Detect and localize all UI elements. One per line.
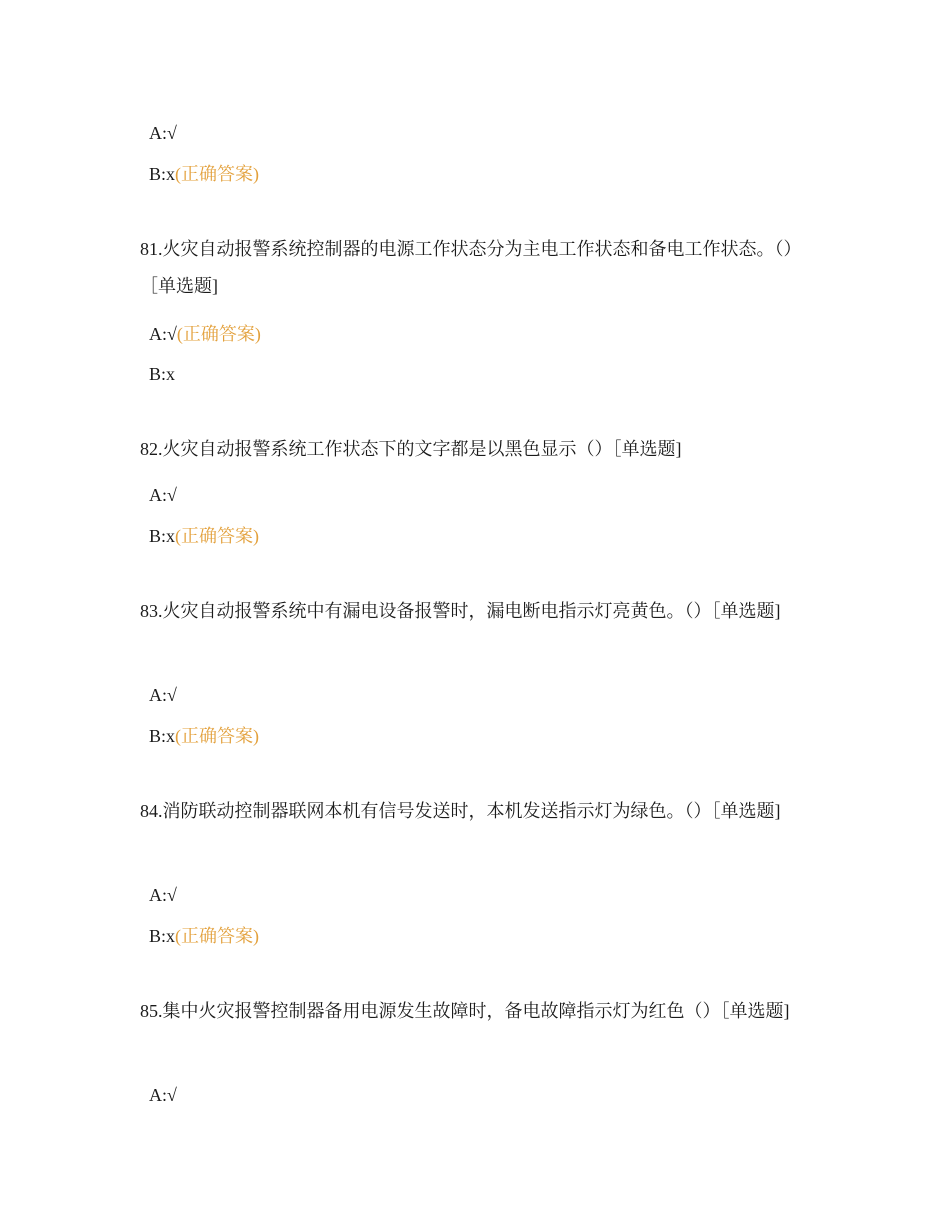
option-b [149, 364, 175, 384]
option-label: B:x [149, 726, 176, 746]
option-a [149, 685, 177, 705]
correct-answer-mark: (正确答案) [175, 164, 260, 184]
question-85: 85.集中火灾报警控制器备用电源发生故障时，备电故障指示灯为红色（）［单选题] [140, 1001, 790, 1021]
question-82: 82.火灾自动报警系统工作状态下的文字都是以黑色显示（）［单选题] [140, 439, 682, 459]
option-label: A:√ [149, 885, 177, 905]
option-label: A:√ [149, 123, 177, 143]
correct-answer-mark: (正确答案) [176, 324, 261, 344]
option-b [149, 926, 259, 946]
option-label: A:√ [149, 485, 177, 505]
option-label: A:√ [149, 324, 177, 344]
option-b [149, 726, 259, 746]
option-a [149, 324, 261, 344]
question-84: 84.消防联动控制器联网本机有信号发送时，本机发送指示灯为绿色。（）［单选题] [140, 801, 781, 821]
option-a [149, 885, 177, 905]
option-b [149, 164, 259, 184]
question-83: 83.火灾自动报警系统中有漏电设备报警时，漏电断电指示灯亮黄色。（）［单选题] [140, 601, 781, 621]
option-b [149, 526, 259, 546]
option-a [149, 123, 177, 143]
option-a [149, 1085, 177, 1105]
option-label: A:√ [149, 685, 177, 705]
option-label: B:x [149, 526, 176, 546]
option-a [149, 485, 177, 505]
question-81: 81.火灾自动报警系统控制器的电源工作状态分为主电工作状态和备电工作状态。（）［单选题] [140, 239, 793, 296]
correct-answer-mark: (正确答案) [175, 726, 260, 746]
option-label: B:x [149, 364, 176, 384]
correct-answer-mark: (正确答案) [175, 526, 260, 546]
correct-answer-mark: (正确答案) [175, 926, 260, 946]
option-label: B:x [149, 926, 176, 946]
option-label: B:x [149, 164, 176, 184]
option-label: A:√ [149, 1085, 177, 1105]
